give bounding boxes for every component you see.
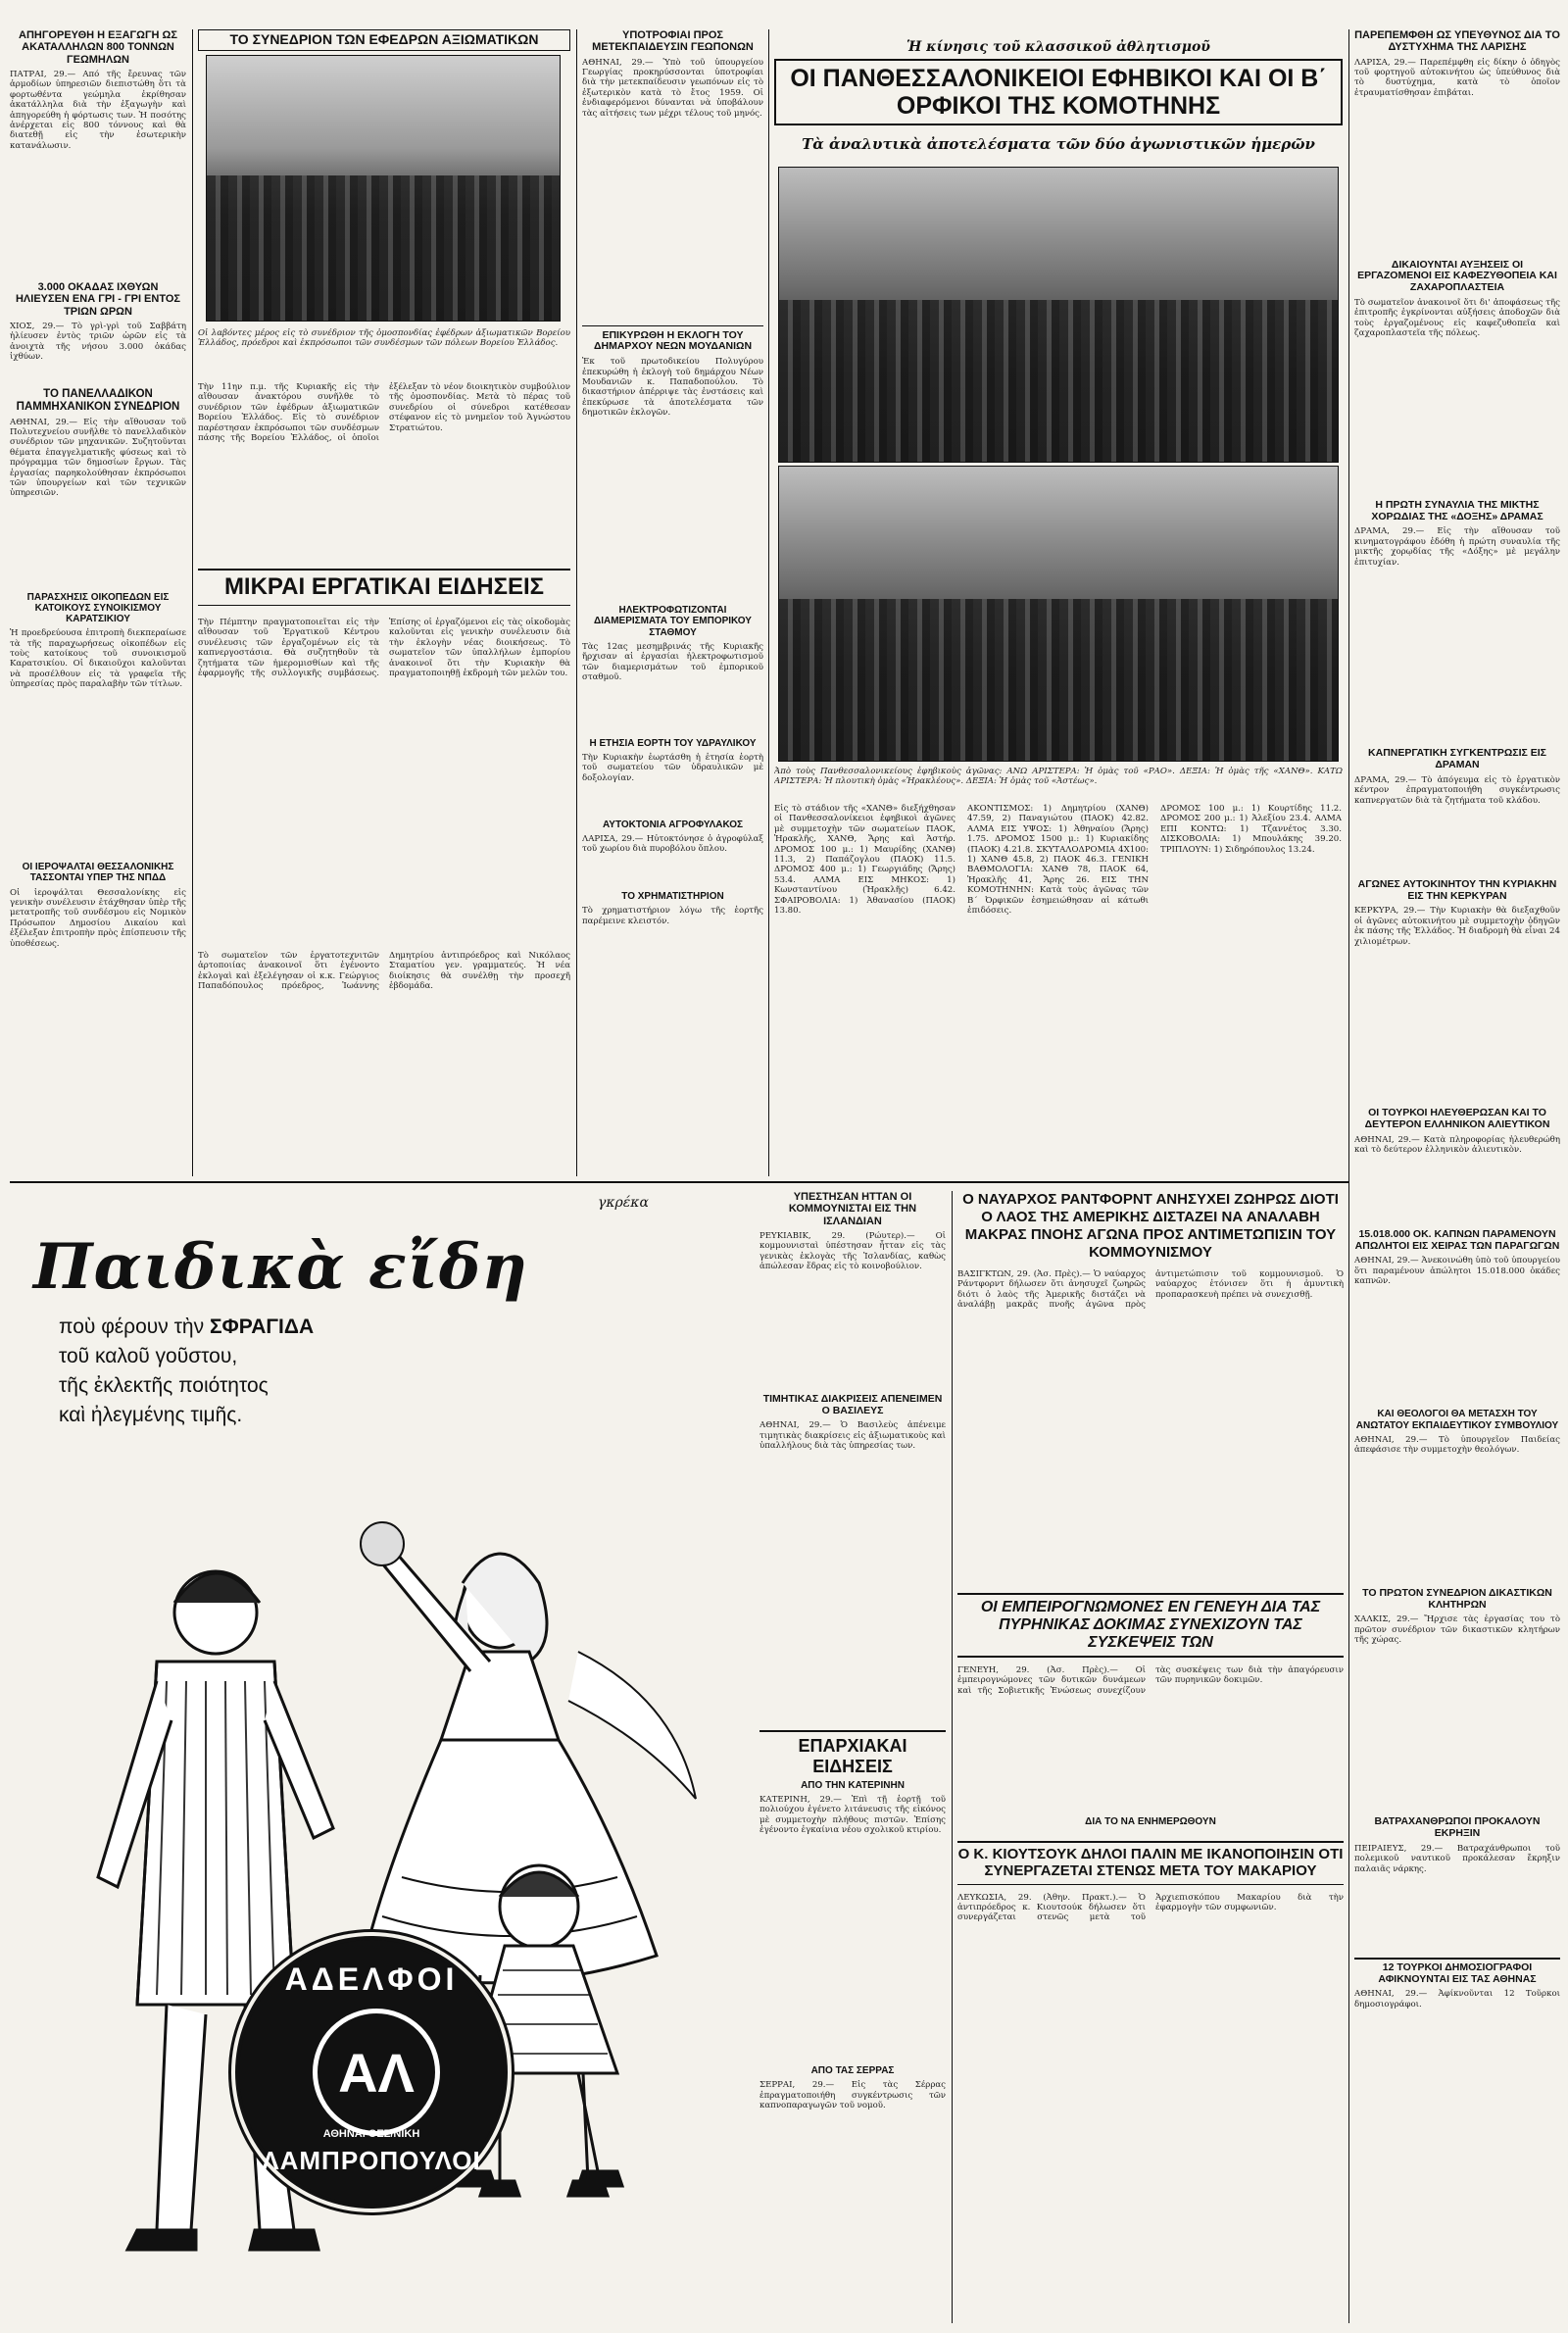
seal-top-text: ΑΔΕΛΦΟΙ: [284, 1961, 459, 1997]
seal-monogram: [313, 2009, 440, 2136]
article-serres: ΣΕΡΡΑΙ, 29.— Εἰς τὰς Σέρρας ἐπραγματοποιήθη συγκέντρωσις τῶν καπνοπαραγωγῶν τοῦ νομοῦ.: [760, 2080, 946, 2110]
headline-engineers: ΤΟ ΠΑΝΕΛΛΑΔΙΚΟΝ ΠΑΜΜΗΧΑΝΙΚΟΝ ΣΥΝΕΔΡΙΟΝ: [16, 387, 180, 413]
photo-caption-officers: Οἱ λαβόντες μέρος εἰς τὸ συνέδριον τῆς ὁμοσπονδίας ἐφέδρων ἀξιωματικῶν Βορείου Ἑλλάδος, πρόεδροι καὶ ἐκπρόσωποι τῶν συνδέσμων τῶν πόλεων Βορείου Ἑλλάδος.: [198, 328, 570, 349]
headline-provincial-news: ΕΠΑΡΧΙΑΚΑΙ ΕΙΔΗΣΕΙΣ: [760, 1730, 946, 1775]
lower-left-column: [760, 1191, 946, 2323]
subhead-serres: ΑΠΟ ΤΑΣ ΣΕΡΡΑΣ: [810, 2064, 895, 2076]
column-right: [1354, 29, 1560, 2323]
article-station: Τὰς 12ας μεσημβρινάς τῆς Κυριακῆς ἤρχισαν αἱ ἐργασίαι ἠλεκτροφωτισμοῦ τῶν διαμερισμάτων τοῦ ἐμπορικοῦ σταθμοῦ.: [582, 641, 763, 682]
headline-fishing-boat: ΟΙ ΤΟΥΡΚΟΙ ΗΛΕΥΘΕΡΩΣΑΝ ΚΑΙ ΤΟ ΔΕΥΤΕΡΟΝ ΕΛΛΗΝΙΚΟΝ ΑΛΙΕΥΤΙΚΟΝ: [1364, 1107, 1550, 1131]
sport-results-1: Εἰς τὸ στάδιον τῆς «ΧΑΝΘ» διεξήχθησαν οἱ Πανθεσσαλονίκειοι ἐφηβικοὶ ἀγῶνες μὲ συμμετοχὴν τῶν σωματείων ΠΑΟΚ, Ἡρακλῆς, ΧΑΝΘ, Ἄρης καὶ Ἀστήρ. ΔΡΟΜΟΣ 100 μ.: 1) Μαυρίδης (ΧΑΝΘ) 11.3, 2) Παπάζογλου (ΠΑΟΚ) 11.5. ΔΡΟΜΟΣ 400 μ.: 1) Γεωργιάδης (Ἄρης) 53.4. ΑΛΜΑ ΕΙΣ ΜΗΚΟΣ: 1) Κωνσταντίνου (Ἡρακλῆς) 6.42. ΣΦΑΙΡΟΒΟΛΙΑ: 1) Ἀθανασίου (ΠΑΟΚ) 13.80.: [774, 804, 956, 917]
lower-news: [760, 1191, 1344, 2328]
article-stock-exchange: Τὸ χρηματιστήριον λόγω τῆς ἑορτῆς παρέμεινε κλειστόν.: [582, 906, 763, 926]
headline-plots: ΠΑΡΑΣΧΗΣΙΣ ΟΙΚΟΠΕΔΩΝ ΕΙΣ ΚΑΤΟΙΚΟΥΣ ΣΥΝΟΙΚΙΣΜΟΥ ΚΑΡΑΤΣΙΚΙΟΥ: [26, 591, 170, 624]
article-scholarships: ΑΘΗΝΑΙ, 29.— Ὑπὸ τοῦ ὑπουργείου Γεωργίας προκηρύσσονται ὑποτροφίαι διὰ τὴν μετεκπαίδευσιν γεωπόνων εἰς τὸ ἐξωτερικὸν κατὰ τὸ ἔτος 1959. Οἱ ἐνδιαφερόμενοι δύνανται νὰ ὑποβάλουν τὰς αἰτήσεις των μέχρι τέλους τοῦ μηνός.: [582, 57, 763, 119]
headline-labour-news: ΜΙΚΡΑΙ ΕΡΓΑΤΙΚΑΙ ΕΙΔΗΣΕΙΣ: [198, 569, 570, 606]
headline-reserve-officers: ΤΟ ΣΥΝΕΔΡΙΟΝ ΤΩΝ ΕΦΕΔΡΩΝ ΑΞΙΩΜΑΤΙΚΩΝ: [198, 29, 570, 51]
seal-bottom-text: ΛΑΜΠΡΟΠΟΥΛΟΙ: [262, 2146, 481, 2175]
headline-theologians: ΚΑΙ ΘΕΟΛΟΓΟΙ ΘΑ ΜΕΤΑΣΧΗ ΤΟΥ ΑΝΩΤΑΤΟΥ ΕΚΠΑΙΔΕΥΤΙΚΟΥ ΣΥΜΒΟΥΛΙΟΥ: [1355, 1409, 1559, 1431]
headline-fish: 3.000 ΟΚΑΔΑΣ ΙΧΘΥΩΝ ΗΛΙΕΥΣΕΝ ΕΝΑ ΓΡΙ - ΓΡΙ ΕΝΤΟΣ ΤΡΙΩΝ ΩΡΩΝ: [15, 280, 181, 318]
article-turkish-journalists: ΑΘΗΝΑΙ, 29.— Ἀφίκνοῦνται 12 Τοῦρκοι δημοσιογράφοι.: [1354, 1989, 1560, 2010]
column-3: [582, 29, 763, 1157]
brand-seal: [235, 1936, 508, 2209]
headline-bailiffs: ΤΟ ΠΡΩΤΟΝ ΣΥΝΕΔΡΙΟΝ ΔΙΚΑΣΤΙΚΩΝ ΚΛΗΤΗΡΩΝ: [1362, 1586, 1552, 1611]
sport-results-2: ΑΚΟΝΤΙΣΜΟΣ: 1) Δημητρίου (ΧΑΝΘ) 47.59, 2) Παναγιώτου (ΠΑΟΚ) 42.82. ΑΛΜΑ ΕΙΣ ΥΨΟΣ: 1) Ἀθηναίου (Ἄρης) 1.75. ΔΡΟΜΟΣ 1500 μ.: 1) Κυριακίδης (ΠΑΟΚ) 4.21.8. ΣΚΥΤΑΛΟΔΡΟΜΙΑ 4Χ100: 1) ΧΑΝΘ 45.8, 2) ΠΑΟΚ 46.3. ΓΕΝΙΚΗ ΒΑΘΜΟΛΟΓΙΑ: ΧΑΝΘ 78, ΠΑΟΚ 64, Ἡρακλῆς 41, Ἄρης 26. ΕΙΣ ΤΗΝ ΚΟΜΟΤΗΝΗΝ: Κατὰ τοὺς ἀγῶνας τῶν Β΄ Ὀρφικῶν ἐσημειώθησαν αἱ κάτωθι ἐπιδόσεις.: [967, 804, 1149, 917]
photo-team-top: [778, 167, 1339, 463]
ad-line-2: τοῦ καλοῦ γοῦστου,: [59, 1345, 238, 1367]
ad-line-4: καὶ ἠλεγμένης τιμῆς.: [59, 1404, 243, 1426]
headline-car-race: ΑΓΩΝΕΣ ΑΥΤΟΚΙΝΗΤΟΥ ΤΗΝ ΚΥΡΙΑΚΗΝ ΕΙΣ ΤΗΝ ΚΕΡΚΥΡΑΝ: [1357, 877, 1557, 902]
headline-tobacco-workers: ΚΑΠΝΕΡΓΑΤΙΚΗ ΣΥΓΚΕΝΤΡΩΣΙΣ ΕΙΣ ΔΡΑΜΑΝ: [1368, 747, 1546, 771]
ad-line-3: τῆς ἐκλεκτῆς ποιότητος: [59, 1374, 269, 1397]
headline-turkish-journalists: 12 ΤΟΥΡΚΟΙ ΔΗΜΟΣΙΟΓΡΑΦΟΙ ΑΦΙΚΝΟΥΝΤΑΙ ΕΙΣ ΤΑΣ ΑΘΗΝΑΣ: [1354, 1958, 1560, 1986]
article-frogmen: ΠΕΙΡΑΙΕΥΣ, 29.— Βατραχάνθρωποι τοῦ πολεμικοῦ ναυτικοῦ προκάλεσαν ἔκρηξιν παλαιᾶς νάρκης.: [1354, 1843, 1560, 1874]
article-katerini: ΚΑΤΕΡΙΝΗ, 29.— Ἐπὶ τῇ ἑορτῇ τοῦ πολιούχου ἐγένετο λιτάνευσις τῆς εἰκόνος μὲ συμμετοχὴν πλήθους πιστῶν. Ἐπίσης ἐγένοντο ἐγκαίνια νέου σχολικοῦ κτιρίου.: [760, 1794, 946, 1836]
article-mayor: Ἐκ τοῦ πρωτοδικείου Πολυγύρου ἐπεκυρώθη ἡ ἐκλογὴ τοῦ δημάρχου Νέων Μουδανιῶν κ. Παπαδοπούλου. Τὸ δικαστήριον ἀπέρριψε τὰς ἐνστάσεις καὶ ἐπεκύρωσε τὰ ἀποτελέσματα τῶν δημοτικῶν ἐκλογῶν.: [582, 357, 763, 419]
sport-section: [774, 39, 1343, 1176]
sport-subheadline: Τὰ ἀναλυτικὰ ἀποτελέσματα τῶν δύο ἀγωνιστικῶν ἡμερῶν: [802, 135, 1315, 153]
sport-results-3: ΔΡΟΜΟΣ 100 μ.: 1) Κουρτίδης 11.2. ΔΡΟΜΟΣ 200 μ.: 1) Ἀλεξίου 23.4. ΑΛΜΑ ΕΠΙ ΚΟΝΤΩ: 1) Τζαννέτος 3.30. ΔΙΣΚΟΒΟΛΙΑ: 1) Μπουλάκης 39.20. ΤΡΙΠΛΟΥΝ: 1) Σιδηρόπουλος 13.24.: [1160, 804, 1342, 855]
article-tobacco-workers: ΔΡΑΜΑ, 29.— Τὸ ἀπόγευμα εἰς τὸ ἐργατικὸν κέντρον ἐπραγματοποιήθη συγκέντρωσις καπνεργατῶν διὰ τὰ ζητήματα τοῦ κλάδου.: [1354, 774, 1560, 806]
photo-reserve-officers: [206, 55, 561, 322]
column-divider: [768, 29, 769, 1176]
article-car-race: ΚΕΡΚΥΡΑ, 29.— Τὴν Κυριακὴν θὰ διεξαχθοῦν οἱ ἀγῶνες αὐτοκινήτου μὲ συμμετοχὴν ὁδηγῶν ἐκ πάσης τῆς Ἑλλάδος. Ἡ διαδρομὴ θὰ εἶναι 24 χιλιομέτρων.: [1354, 906, 1560, 947]
headline-cafe-workers: ΔΙΚΑΙΟΥΝΤΑΙ ΑΥΞΗΣΕΙΣ ΟΙ ΕΡΓΑΖΟΜΕΝΟΙ ΕΙΣ ΚΑΦΕΖΥΘΟΠΕΙΑ ΚΑΙ ΖΑΧΑΡΟΠΛΑΣΤΕΙΑ: [1357, 258, 1557, 294]
article-fish: ΧΙΟΣ, 29.— Τὸ γρὶ-γρὶ τοῦ Σαββάτη ἡλίευσεν ἐντὸς τριῶν ὡρῶν εἰς τὰ ἀνοιχτὰ τῆς νήσου 3.000 ὀκάδας ἰχθύων.: [10, 321, 186, 363]
article-king-awards: ΑΘΗΝΑΙ, 29.— Ὁ Βασιλεὺς ἀπένειμε τιμητικὰς διακρίσεις εἰς ἀξιωματικοὺς καὶ ὑπαλλήλους διὰ τὰς ὑπηρεσίας των.: [760, 1420, 946, 1452]
ad-title: Παιδικὰ εἴδη: [33, 1230, 528, 1304]
headline-tobacco-stock: 15.018.000 ΟΚ. ΚΑΠΝΩΝ ΠΑΡΑΜΕΝΟΥΝ ΑΠΩΛΗΤΟΙ ΕΙΣ ΧΕΙΡΑΣ ΤΩΝ ΠΑΡΑΓΩΓΩΝ: [1354, 1227, 1560, 1252]
ad-signature: γκρέκα: [598, 1195, 649, 1211]
article-reserve-officers: Τὴν 11ην π.μ. τῆς Κυριακῆς εἰς τὴν αἴθουσαν ἀνακτόρου συνῆλθε τὸ συνέδριον τῶν ἐφέδρων ἀξιωματικῶν Βορείου Ἑλλάδος. Εἰς τὸ συνέδριον παρέστησαν ἐκπρόσωποι τῶν συνδέσμων πάσης τῆς Βορείου Ἑλλάδος, οἱ ὁποῖοι ἐξέλεξαν τὸ νέον διοικητικὸν συμβούλιον τῆς ὁμοσπονδίας. Μετὰ τὸ πέρας τοῦ συνεδρίου οἱ σύνεδροι κατέθεσαν στέφανον εἰς τὸ μνημεῖον τοῦ Ἀγνώστου Στρατιώτου.: [198, 382, 570, 444]
article-fishing-boat: ΑΘΗΝΑΙ, 29.— Κατὰ πληροφορίας ἠλευθερώθη καὶ τὸ δεύτερον ἑλληνικὸν ἁλιευτικὸν.: [1354, 1134, 1560, 1156]
headline-king-awards: ΤΙΜΗΤΙΚΑΣ ΔΙΑΚΡΙΣΕΙΣ ΑΠΕΝΕΙΜΕΝ Ο ΒΑΣΙΛΕΥΣ: [762, 1392, 943, 1416]
section-divider: [10, 1181, 1348, 1183]
lower-right-block: [957, 1191, 1344, 2323]
headline-radford: Ο ΝΑΥΑΡΧΟΣ ΡΑΝΤΦΟΡΝΤ ΑΝΗΣΥΧΕΙ ΖΩΗΡΩΣ ΔΙΟΤΙ Ο ΛΑΟΣ ΤΗΣ ΑΜΕΡΙΚΗΣ ΔΙΣΤΑΖΕΙ ΝΑ ΑΝΑΛΑΒΗ ΜΑΚΡΑΣ ΠΝΟΗΣ ΑΓΩΝΑ ΠΡΟΣ ΑΝΤΙΜΕΤΩΠΙΣΙΝ ΤΟΥ ΚΟΜΜΟΥΝΙΣΜΟΥ: [962, 1191, 1339, 1261]
article-tobacco-stock: ΑΘΗΝΑΙ, 29.— Ἀνεκοινώθη ὑπὸ τοῦ ὑπουργείου ὅτι παραμένουν ἀπώλητοι 15.018.000 ὀκάδες καπνῶν.: [1354, 1256, 1560, 1287]
article-labour-news-2: Τὸ σωματεῖον τῶν ἐργατοτεχνιτῶν ἀρτοποιίας ἀνακοινοῖ ὅτι ἐγένοντο ἐκλογαὶ καὶ ἐξελέγησαν οἱ κ.κ. Γεώργιος Παπαδόπουλος πρόεδρος, Ἰωάννης Δημητρίου ἀντιπρόεδρος καὶ Νικόλαος Σταματίου γεν. γραμματεύς. Ἡ νέα διοίκησις θὰ συνέλθῃ τὴν προσεχῆ ἑβδομάδα.: [198, 951, 570, 992]
column-divider: [576, 29, 577, 1176]
seal-mono-letters: ΑΛ: [338, 2041, 415, 2104]
headline-kutchuk: Ο Κ. ΚΙΟΥΤΣΟΥΚ ΔΗΛΟΙ ΠΑΛΙΝ ΜΕ ΙΚΑΝΟΠΟΙΗΣΙΝ ΟΤΙ ΣΥΝΕΡΓΑΖΕΤΑΙ ΣΤΕΝΩΣ ΜΕΤΑ ΤΟΥ ΜΑΚΑΡΙΟΥ: [957, 1841, 1344, 1885]
seal-city-text: ΑΘΗΝΑΙ ΘΕΣ/ΝΙΚΗ: [322, 2128, 420, 2140]
sport-kicker: Ἡ κίνησις τοῦ κλασσικοῦ ἀθλητισμοῦ: [906, 39, 1211, 55]
article-kutchuk: ΛΕΥΚΩΣΙΑ, 29. (Ἀθην. Πρακτ.).— Ὁ ἀντιπρόεδρος κ. Κιουτσούκ δήλωσεν ὅτι συνεργάζεται στενῶς μετὰ τοῦ Ἀρχιεπισκόπου Μακαρίου διὰ τὴν ἐφαρμογὴν τῶν συμφωνιῶν.: [957, 1892, 1344, 1923]
advertisement: [10, 1191, 755, 2328]
headline-plumbers: Η ΕΤΗΣΙΑ ΕΟΡΤΗ ΤΟΥ ΥΔΡΑΥΛΙΚΟΥ: [589, 737, 757, 749]
article-cafe-workers: Τὸ σωματεῖον ἀνακοινοῖ ὅτι δι' ἀποφάσεως τῆς ἐπιτροπῆς ἐγκρίνονται αὐξήσεις ἀποδοχῶν διὰ τοὺς ἐργαζομένους εἰς καφεζυθοπεῖα καὶ ζαχαροπλαστεῖα τῆς πόλεως.: [1354, 297, 1560, 339]
column-1: [10, 29, 186, 1157]
subhead-katerini: ΑΠΟ ΤΗΝ ΚΑΤΕΡΙΝΗΝ: [801, 1779, 905, 1791]
headline-geneva: ΟΙ ΕΜΠΕΙΡΟΓΝΩΜΟΝΕΣ ΕΝ ΓΕΝΕΥΗ ΔΙΑ ΤΑΣ ΠΥΡΗΝΙΚΑΣ ΔΟΚΙΜΑΣ ΣΥΝΕΧΙΖΟΥΝ ΤΑΣ ΣΥΣΚΕΨΕΙΣ ΤΩΝ: [957, 1593, 1344, 1658]
article-iceland: ΡΕΥΚΙΑΒΙΚ, 29. (Ρώυτερ).— Οἱ κομμουνισταὶ ὑπέστησαν ἧτταν εἰς τὰς γενικὰς ἐκλογὰς τῆς Ἰσλανδίας, καθὼς ἀπώλεσαν ἕδρας εἰς τὸ κοινοβούλιον.: [760, 1230, 946, 1272]
photo-team-bottom: [778, 466, 1339, 762]
sport-photo-caption: Ἀπὸ τοὺς Πανθεσσαλονικείους ἐφηβικοὺς ἀγῶνας: ΑΝΩ ΑΡΙΣΤΕΡΑ: Ἡ ὁμὰς τοῦ «ΡΑΟ». ΔΕΞΙΑ: Ἡ ὁμὰς τῆς «ΧΑΝΘ». ΚΑΤΩ ΑΡΙΣΤΕΡΑ: Ἡ πλουτικὴ ὁμὰς «Ἡρακλέους». ΔΕΞΙΑ: Ἡ ὁμὰς τοῦ «Ἀστέως».: [774, 767, 1343, 787]
headline-station: ΗΛΕΚΤΡΟΦΩΤΙΖΟΝΤΑΙ ΔΙΑΜΕΡΙΣΜΑΤΑ ΤΟΥ ΕΜΠΟΡΙΚΟΥ ΣΤΑΘΜΟΥ: [594, 605, 752, 638]
article-engineers: ΑΘΗΝΑΙ, 29.— Εἰς τὴν αἴθουσαν τοῦ Πολυτεχνείου συνῆλθε τὸ πανελλαδικὸν συνέδριον τῶν μηχανικῶν. Συζητοῦνται θέματα ἐπαγγελματικῆς φύσεως καὶ τὸ πρόγραμμα τῶν δημοσίων ἔργων. Τὰς ἐργασίας παρηκολούθησαν ἐκπρόσωποι τῶν ὑπουργείων καὶ τῶν τεχνικῶν ὑπηρεσιῶν.: [10, 417, 186, 499]
headline-scholarships: ΥΠΟΤΡΟΦΙΑΙ ΠΡΟΣ ΜΕΤΕΚΠΑΙΔΕΥΣΙΝ ΓΕΩΠΟΝΩΝ: [592, 29, 754, 54]
headline-frogmen: ΒΑΤΡΑΧΑΝΘΡΩΠΟΙ ΠΡΟΚΑΛΟΥΝ ΕΚΡΗΞΙΝ: [1374, 1815, 1541, 1839]
article-plots: Ἡ προεδρεύουσα ἐπιτροπὴ διεκπεραίωσε τὰ τῆς παραχωρήσεως οἰκοπέδων εἰς τοὺς κατοίκους τοῦ συνοικισμοῦ Καρατσικίου. Οἱ δικαιοῦχοι καλοῦνται νὰ προσέλθουν εἰς τὰ γραφεῖα τῆς ὑπηρεσίας πρὸς παραλαβὴν τῶν τίτλων.: [10, 628, 186, 690]
article-potato-export: ΠΑΤΡΑΙ, 29.— Από τῆς ἔρευνας τῶν ἁρμοδίων ὑπηρεσιῶν διεπιστώθη ὅτι τὰ φορτωθέντα γεώμηλα ἐκρίθησαν ἀκατάλληλα διὰ τὴν ἐξαγωγὴν καὶ ἀπηγορεύθη ἡ φόρτωσις των. Ἡ ποσότης ἀνέρχεται εἰς 800 τόννους καὶ θὰ διατεθῇ εἰς τὴν ἐσωτερικὴν κατανάλωσιν.: [10, 69, 186, 151]
headline-iceland: ΥΠΕΣΤΗΣΑΝ ΗΤΤΑΝ ΟΙ ΚΟΜΜΟΥΝΙΣΤΑΙ ΕΙΣ ΤΗΝ ΙΣΛΑΝΔΙΑΝ: [788, 1191, 917, 1227]
column-divider: [1348, 29, 1349, 2323]
article-suicide: ΛΑΡΙΣΑ, 29.— Ηὐτοκτόνησε ὁ ἀγροφύλαξ τοῦ χωρίου διὰ πυροβόλου ὅπλου.: [582, 834, 763, 855]
subhead-geneva: ΔΙΑ ΤΟ ΝΑ ΕΝΗΜΕΡΩΘΟΥΝ: [1085, 1815, 1216, 1827]
article-radford: ΒΑΣΙΓΚΤΩΝ, 29. (Ἀσ. Πρὲς).— Ὁ ναύαρχος Ράντφορντ δήλωσεν ὅτι ἀνησυχεῖ ζωηρῶς διότι ὁ λαὸς τῆς Ἀμερικῆς διστάζει νὰ ἀναλάβῃ μακρᾶς πνοῆς ἀγῶνα πρὸς ἀντιμετώπισιν τοῦ κομμουνισμοῦ. Ὁ ναύαρχος ἐτόνισεν ὅτι ἡ ἀμυντικὴ προπαρασκευὴ πρέπει νὰ συνεχισθῇ.: [957, 1269, 1344, 1311]
headline-suicide: ΑΥΤΟΚΤΟΝΙΑ ΑΓΡΟΦΥΛΑΚΟΣ: [602, 819, 744, 830]
column-divider: [192, 29, 193, 1176]
article-geneva: ΓΕΝΕΥΗ, 29. (Ἀσ. Πρὲς).— Οἱ ἐμπειρογνώμονες τῶν δυτικῶν δυνάμεων καὶ τῆς Σοβιετικῆς Ἑνώσεως συνεχίζουν τὰς συσκέψεις των διὰ τὴν ἀπαγόρευσιν τῶν πυρηνικῶν δοκιμῶν.: [957, 1664, 1344, 1696]
headline-potato-export: ΑΠΗΓΟΡΕΥΘΗ Η ΕΞΑΓΩΓΗ ΩΣ ΑΚΑΤΑΛΛΗΛΩΝ 800 ΤΟΝΝΩΝ ΓΕΩΜΗΛΩΝ: [19, 29, 177, 66]
article-theologians: ΑΘΗΝΑΙ, 29.— Τὸ ὑπουργεῖον Παιδείας ἀπεφάσισε τὴν συμμετοχὴν θεολόγων.: [1354, 1434, 1560, 1456]
ad-line-1: ποὺ φέρουν τὴν: [59, 1315, 205, 1338]
headline-larissa-accident: ΠΑΡΕΠΕΜΦΘΗ ΩΣ ΥΠΕΥΘΥΝΟΣ ΔΙΑ ΤΟ ΔΥΣΤΥΧΗΜΑ ΤΗΣ ΛΑΡΙΣΗΣ: [1354, 29, 1560, 54]
column-divider: [952, 1191, 953, 2323]
ad-brand-word: ΣΦΡΑΓΙΔΑ: [209, 1315, 315, 1338]
column-2: [198, 29, 570, 1157]
article-bailiffs: ΧΑΛΚΙΣ, 29.— Ἤρχισε τὰς ἐργασίας του τὸ πρῶτον συνέδριον τῶν δικαστικῶν κλητήρων τῆς χώρας.: [1354, 1614, 1560, 1646]
article-larissa-accident: ΛΑΡΙΣΑ, 29.— Παρεπέμφθη εἰς δίκην ὁ ὁδηγὸς τοῦ φορτηγοῦ αὐτοκινήτου ὡς ὑπεύθυνος διὰ τὸ δυστύχημα, κατὰ τὸ ὁποῖον ἐτραυματίσθησαν ἐπιβάται.: [1354, 57, 1560, 98]
article-psaltes: Οἱ ἱεροψάλται Θεσσαλονίκης εἰς γενικὴν συνέλευσιν ἐτάχθησαν ὑπὲρ τῆς μετατροπῆς τοῦ συνδέσμου εἰς Νομικὸν Πρόσωπον Δημοσίου Δικαίου καὶ ἐξέλεξαν ἐπιτροπὴν πρὸς ἐπίσπευσιν τῆς ὑποθέσεως.: [10, 887, 186, 949]
article-choir: ΔΡΑΜΑ, 29.— Εἰς τὴν αἴθουσαν τοῦ κινηματογράφου ἐδόθη ἡ πρώτη συναυλία τῆς μικτῆς χορῳδίας τῆς «Δόξης» μὲ μεγάλην ἐπιτυχίαν.: [1354, 526, 1560, 568]
headline-psaltes: ΟΙ ΙΕΡΟΨΑΛΤΑΙ ΘΕΣΣΑΛΟΝΙΚΗΣ ΤΑΣΣΟΝΤΑΙ ΥΠΕΡ ΤΗΣ ΝΠΔΔ: [22, 862, 174, 884]
article-plumbers: Τὴν Κυριακὴν ἐωρτάσθη ἡ ἐτησία ἑορτὴ τοῦ σωματείου τῶν ὑδραυλικῶν μὲ δοξολογίαν.: [582, 752, 763, 783]
headline-mayor: ΕΠΙΚΥΡΩΘΗ Η ΕΚΛΟΓΗ ΤΟΥ ΔΗΜΑΡΧΟΥ ΝΕΩΝ ΜΟΥΔΑΝΙΩΝ: [582, 325, 763, 354]
headline-choir: Η ΠΡΩΤΗ ΣΥΝΑΥΛΙΑ ΤΗΣ ΜΙΚΤΗΣ ΧΟΡΩΔΙΑΣ ΤΗΣ «ΔΟΞΗΣ» ΔΡΑΜΑΣ: [1371, 498, 1544, 522]
headline-stock-exchange: ΤΟ ΧΡΗΜΑΤΙΣΤΗΡΙΟΝ: [621, 891, 724, 903]
article-labour-news: Τὴν Πέμπτην πραγματοποιεῖται εἰς τὴν αἴθουσαν τοῦ Ἐργατικοῦ Κέντρου συνέλευσις τῶν ἐργαζομένων εἰς τὰ καπνεργοστάσια. Θὰ συζητηθοῦν τὰ ζητήματα τῶν ἡμερομισθίων καὶ τῆς ἐφαρμογῆς τῆς συλλογικῆς συμβάσεως. Ἐπίσης οἱ ἐργαζόμενοι εἰς τὰς οἰκοδομὰς καλοῦνται εἰς γενικὴν συνέλευσιν διὰ τὴν ἐκλογὴν νέας διοικήσεως. Τὸ σωματεῖον τῶν ὑπαλλήλων ἐμπορίου ἀνακοινοῖ ὅτι τὴν Κυριακὴν θὰ πραγματοποιηθῇ ἐκδρομὴ τῶν μελῶν του.: [198, 618, 570, 679]
sport-headline: ΟΙ ΠΑΝΘΕΣΣΑΛΟΝΙΚΕΙΟΙ ΕΦΗΒΙΚΟΙ ΚΑΙ ΟΙ Β΄ ΟΡΦΙΚΟΙ ΤΗΣ ΚΟΜΟΤΗΝΗΣ: [774, 59, 1343, 125]
